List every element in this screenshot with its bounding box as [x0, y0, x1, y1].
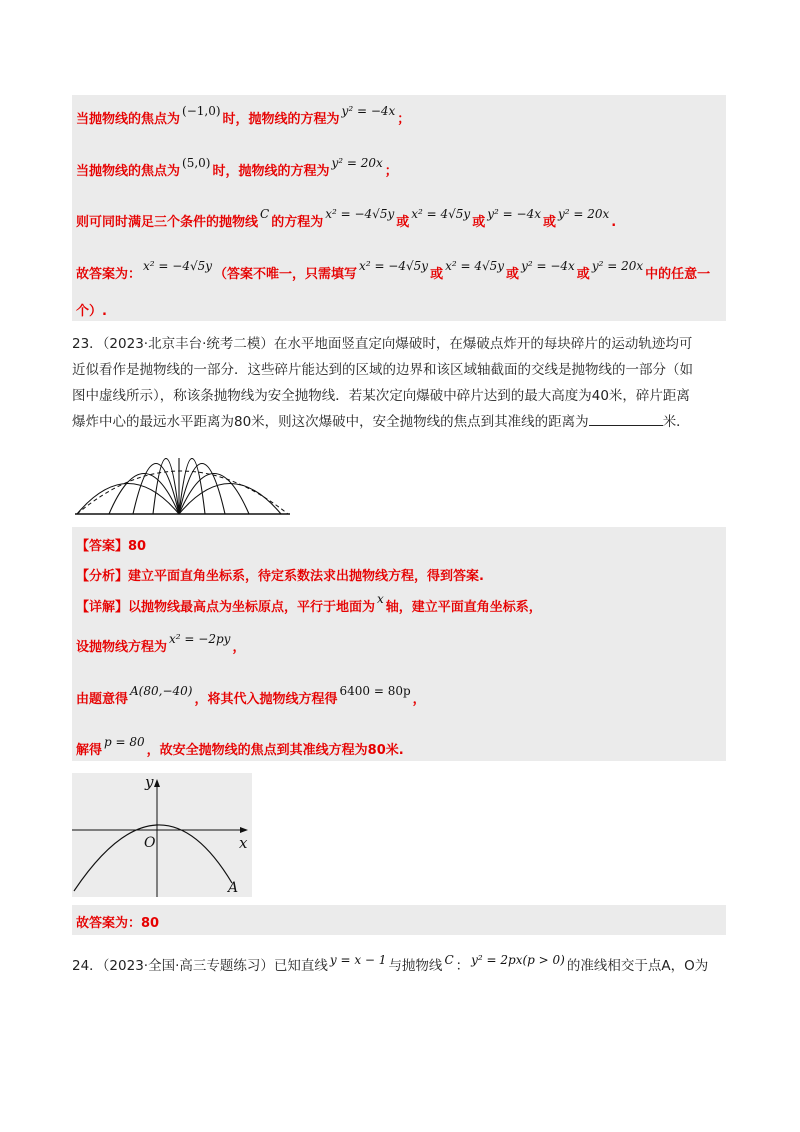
answer-blank [589, 411, 663, 426]
solution-line-5: 个）. [76, 304, 107, 319]
y-axis-arrow [154, 779, 160, 787]
solve-line: 解得p = 80，故安全抛物线的焦点到其准线方程为80米. [76, 735, 404, 758]
q23-line-4: 爆炸中心的最远水平距离为80米，则这次爆破中，安全抛物线的焦点到其准线的距离为 米． [72, 409, 728, 435]
question-23 [72, 331, 728, 435]
final-answer-block [72, 905, 726, 935]
solution-line-3: 则可同时满足三个条件的抛物线C的方程为x² = −4√5y或x² = 4√5y或y² = −4x或y² = 20x. [76, 207, 617, 230]
trajectory-1 [77, 484, 179, 515]
coordinate-graph [72, 773, 252, 897]
origin-label: O [144, 835, 156, 851]
substitution-line: 由题意得A(80,−40)，将其代入抛物线方程得6400 = 80p， [76, 684, 426, 707]
q23-line-2: 近似看作是抛物线的一部分．这些碎片能达到的区域的边界和该区域轴截面的交线是抛物线的一部分（如 [72, 362, 693, 378]
equation-setup-line: 设抛物线方程为x² = −2py， [76, 632, 246, 655]
detail-line: 【详解】以抛物线最高点为坐标原点，平行于地面为x轴，建立平面直角坐标系， [76, 592, 542, 615]
final-answer-line: 故答案为：80 [76, 916, 160, 931]
solution-line-1: 当抛物线的焦点为(−1,0)时，抛物线的方程为y² = −4x； [76, 104, 411, 127]
solution-block-prev [72, 95, 726, 321]
solution-line-4: 故答案为：x² = −4√5y（答案不唯一，只需填写x² = −4√5y或x² = 4√5y或y² = −4x或y² = 20x中的任意一 [76, 259, 711, 282]
point-a-label: A [228, 880, 239, 896]
answer-label: 【答案】80 [76, 539, 147, 554]
y-axis-label: y [145, 773, 154, 791]
q23-line-1: 23．（2023·北京丰台·统考二模）在水平地面竖直定向爆破时，在爆破点炸开的每块碎片的运动轨迹均可 [72, 336, 693, 352]
solution-line-2: 当抛物线的焦点为(5,0)时，抛物线的方程为y² = 20x； [76, 156, 398, 179]
x-axis-arrow [240, 827, 248, 833]
explosion-parabola-figure [72, 458, 294, 518]
q23-line-3: 图中虚线所示），称该条抛物线为安全抛物线．若某次定向爆破中碎片达到的最大高度为40米，碎片距离 [72, 388, 690, 404]
analysis-line: 【分析】建立平面直角坐标系，待定系数法求出抛物线方程，得到答案. [76, 569, 484, 584]
question-24: 24．（2023·全国·高三专题练习）已知直线 y = x − 1 与抛物线 C ： y² = 2px(p > 0) 的准线相交于点A，O为 [72, 953, 709, 974]
x-axis-label: x [239, 834, 248, 852]
